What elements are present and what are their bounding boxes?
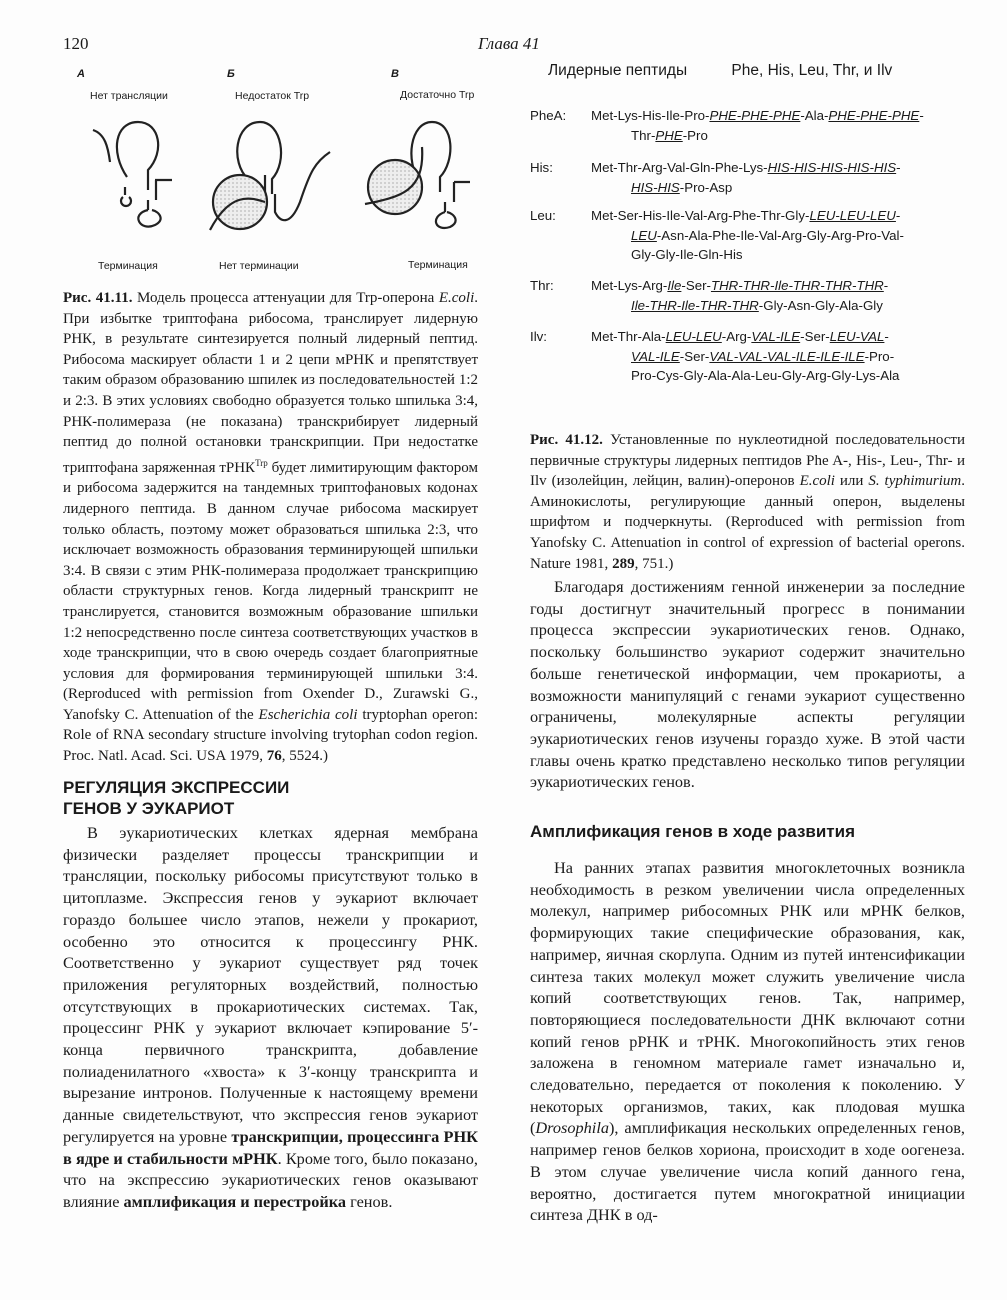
section-paragraph-2 (530, 576, 965, 793)
panel-c-letter: В (391, 68, 399, 80)
text-run: Установленные по нуклеотидной последовательности первичные структуры лидерных пептидов Phe A-, His-, Leu-, Thr- и Ilv (изолейцин, лейцин, валин)-оперонов (530, 432, 966, 490)
sequence-line (591, 245, 971, 265)
text-run: -Pro- (864, 348, 895, 364)
attenuation-diagram (60, 62, 500, 282)
regulating-amino-acids: PHE (655, 127, 683, 143)
peptide-label: Leu: (530, 208, 556, 223)
section-heading-line1: РЕГУЛЯЦИЯ ЭКСПРЕССИИ (63, 778, 290, 797)
text-run: E.coli (799, 473, 835, 490)
regulating-amino-acids: HIS-HIS-HIS-HIS-HIS (767, 160, 897, 175)
regulating-amino-acids: LEU-LEU (665, 329, 722, 344)
panel-a-letter: А (77, 68, 85, 80)
text-run: - (884, 329, 889, 344)
sequence-line (591, 327, 971, 347)
figure-41-12-caption (530, 430, 965, 574)
regulating-amino-acids: THR-THR-Ile-THR-THR-THR (710, 278, 884, 293)
text-run: Pro-Cys-Gly-Ala-Ala-Leu-Gly-Arg-Gly-Lys-Ala (631, 368, 900, 383)
regulating-amino-acids: PHE-PHE-PHE (828, 108, 920, 123)
panel-b-title: Недостаток Trp (235, 90, 310, 102)
figure-41-12-title-left: Лидерные пептиды (548, 62, 688, 79)
sequence-line (591, 126, 971, 146)
text-run: Благодаря достижениям генной инженерии за последние годы достигнут значительный прогресс в понимании процесса экспрессии эукариотических генов. Однако, поскольку большинство эукариот содержит значительно больше генетической информации, чем прокариоты, а возможности манипуляций с генами эукариот существенно ограничены, молекулярные аспекты регуляции эукариотических генов изучены гораздо хуже. В этой части главы очень кратко представлено несколько типов регуляции эукариотических генов. (530, 577, 965, 792)
text-run: генов. (346, 1191, 393, 1211)
peptide-sequence (591, 276, 971, 315)
figure-41-12-title-right: Phe, His, Leu, Thr, и Ilv (731, 62, 893, 79)
text-run: Met-Thr-Arg-Val-Gln-Phe-Lys- (591, 160, 768, 175)
text-run: 76 (266, 748, 282, 765)
text-run: Модель процесса аттенуации для Trp-оперона (137, 290, 439, 306)
page-number: 120 (63, 34, 89, 53)
peptide-sequence (591, 106, 971, 145)
text-run: - (919, 108, 924, 123)
text-run: -Ser- (681, 278, 711, 293)
panel-a-result: Терминация (98, 260, 158, 272)
text-run: Met-Lys-Arg- (591, 278, 668, 293)
running-head: Глава 41 (478, 34, 540, 53)
regulating-amino-acids: LEU-LEU-LEU (809, 208, 896, 223)
regulating-amino-acids: LEU (631, 227, 657, 243)
subsection-heading: Амплификация генов в ходе развития (530, 822, 855, 841)
text-run: -Ser- (800, 329, 830, 344)
text-run: S. typhimurium (868, 473, 962, 490)
peptide-sequence (591, 327, 971, 386)
peptide-label: PheA: (530, 108, 567, 123)
text-run: . Аминокислоты, регулирующие данный оперон, выделены шрифтом и подчеркнуты. (Reproduced with permission from Yanofsky C. Attenuation in control of expression of bacterial operons. Nature 1981, (530, 473, 965, 572)
text-run: -Arg- (721, 329, 752, 344)
regulating-amino-acids: HIS-HIS (631, 179, 680, 195)
peptide-label: His: (530, 160, 553, 175)
ribosome-trace-a (93, 130, 110, 162)
text-run: Thr- (631, 127, 656, 143)
figure-41-11-caption (63, 288, 478, 767)
text-run: tryptophan operon: Role of RNA secondary structure involving trytophan codon region. Proc. Natl. Acad. Sci. USA 1979, (63, 706, 479, 765)
text-run: Met-Ser-His-Ile-Val-Arg-Phe-Thr-Gly- (591, 208, 810, 223)
sequence-line (591, 296, 971, 316)
regulating-amino-acids: VAL-VAL-VAL-ILE-ILE-ILE (709, 348, 865, 364)
section-heading (63, 777, 478, 819)
sequence-line (591, 206, 971, 226)
regulating-amino-acids: Ile (667, 278, 682, 293)
section-heading-line2: ГЕНОВ У ЭУКАРИОТ (63, 799, 235, 818)
peptide-label: Ilv: (530, 329, 547, 344)
sequence-line (591, 106, 971, 126)
panel-c-result: Терминация (408, 259, 468, 271)
text-run: В эукариотических клетках ядерная мембрана физически разделяет процессы транскрипции и трансляции, поскольку рибосомы присутствуют только в цитоплазме. Экспрессия генов у эукариот включает гораздо большее число этапов, нежели у прокариот, особенно это относится к процессингу РНК. Соответственно у эукариот существует ряд точек приложения регуляторных воздействий, полностью отсутствующих в прокариотических системах. Так, процессинг РНК у эукариот включает кэпирование 5′-конца первичного транскрипта, добавление полиаденилатного «хвоста» к 3′-концу транскрипта и вырезание интронов. Полученные к настоящему времени данные свидетельствуют, что экспрессия генов эукариот регулируется на уровне (63, 823, 478, 1146)
peptide-sequence (591, 158, 971, 197)
figure-41-11 (60, 62, 500, 282)
panel-a-title: Нет трансляции (90, 90, 168, 102)
text-run: - (896, 160, 901, 175)
text-run: ), амплификация нескольких определенных генов, например генов белков хориона, происходит в ходе оогенеза. В этом случае увеличение числа копий данного гена, вероятно, достигается путем многократной инициации синтеза ДНК в од- (530, 1118, 965, 1225)
sequence-line (591, 158, 971, 178)
text-run: E.coli (438, 290, 475, 306)
text-run: -Pro (682, 127, 708, 143)
sequence-line (591, 178, 971, 198)
text-run: Trp (255, 457, 268, 468)
panel-b-result: Нет терминации (219, 260, 299, 272)
text-run: -Ala- (800, 108, 829, 123)
panel-b-letter: Б (227, 68, 235, 80)
text-run: Met-Thr-Ala- (591, 329, 666, 344)
text-run: На ранних этапах развития многоклеточных возникла необходимость в резком увеличении числа определенных молекул, например рибосомных РНК или мРНК белков, формирующих такие специфические образования, как, например, яичная скорлупа. Одним из путей интенсификации синтеза таких молекул может служить увеличение числа копий соответствующих генов. Так, например, повторяющиеся последовательности ДНК включают сотни копий генов рРНК и тРНК. Многокопийность этих генов заложена в геномном материале гамет изначально и, следовательно, передается от поколения к поколению. У некоторых организмов, таких, как плодовая мушка ( (530, 858, 965, 1138)
text-run: . Кроме того, было показано, что на экспрессию эукариотических генов оказывают влияние (63, 1148, 478, 1211)
text-run: . При избытке триптофана рибосома, транслирует лидерную РНК, в результате синтезируется полный лидерный пептид. Рибосома маскирует области 1 и 2 цепи мРНК и препятствует таким образом образованию шпилек из последовательностей 1:2 и 2:3. В этих условиях свободно образуется только шпилька 3:4, РНК-полимераза (не показана) транскрибирует лидерный пептид до полной остановки транскрипции. При недостатке триптофана заряженная тРНК (63, 290, 478, 476)
text-run: Рис. 41.11. (63, 290, 138, 306)
peptide-sequence (591, 206, 971, 265)
subsection-paragraph (530, 857, 965, 1226)
text-run: -Pro-Asp (679, 179, 733, 195)
sequence-line (591, 366, 971, 386)
text-run: Drosophila (535, 1118, 609, 1138)
regulating-amino-acids: LEU-VAL (829, 329, 885, 344)
text-run: -Gly-Asn-Gly-Ala-Gly (758, 297, 883, 313)
text-run: амплификация и перестройка (123, 1191, 347, 1211)
text-run: -Asn-Ala-Phe-Ile-Val-Arg-Gly-Arg-Pro-Val- (656, 227, 904, 243)
figure-41-12-title (548, 62, 892, 80)
text-run: -Ser- (679, 348, 710, 364)
sequence-line (591, 276, 971, 296)
section-paragraph-1 (63, 822, 478, 1213)
regulating-amino-acids: VAL-ILE (631, 348, 680, 364)
text-run: Gly-Gly-Ile-Gln-His (631, 247, 743, 262)
text-run: или (834, 473, 869, 490)
text-run: Met-Lys-His-Ile-Pro- (591, 108, 710, 123)
text-run: транскрипции, процессинга РНК в ядре и стабильности мРНК (63, 1126, 478, 1168)
regulating-amino-acids: VAL-ILE (751, 329, 801, 344)
sequence-line (591, 226, 971, 246)
peptide-label: Thr: (530, 278, 554, 293)
regulating-amino-acids: PHE-PHE-PHE (709, 108, 801, 123)
text-run: - (895, 208, 901, 223)
text-run: 289 (612, 555, 635, 572)
regulating-amino-acids: Ile-THR-Ile-THR-THR (631, 297, 759, 313)
sequence-line (591, 347, 971, 367)
text-run: - (883, 278, 889, 293)
text-run: Рис. 41.12. (530, 432, 611, 448)
text-run: , 5524.) (281, 748, 328, 765)
text-run: будет лимитирующим фактором и рибосома задержится на тандемных триптофановых кодонах лидерного пептида. В данном случае рибосома маскирует только область, поэтому может образоваться шпилька 2:3, что исключает возможность образования терминирующей шпильки 3:4. В связи с этим РНК-полимераза продолжает транскрипцию области структурных генов. Когда лидерный транскрипт не транслируется, становится возможным образование шпильки 1:2 непосредственно после синтеза соответствующих участков в ходе транскрипции, что в свою очередь создает благоприятные условия для формирования терминирующей шпильки 3:4. (Reproduced with permission from Oxender D., Zurawski G., Yanofsky C. Attenuation of the (63, 459, 478, 723)
text-run: Escherichia coli (258, 706, 358, 723)
text-run: , 751.) (634, 555, 674, 572)
panel-c-title: Достаточно Trp (400, 89, 475, 101)
